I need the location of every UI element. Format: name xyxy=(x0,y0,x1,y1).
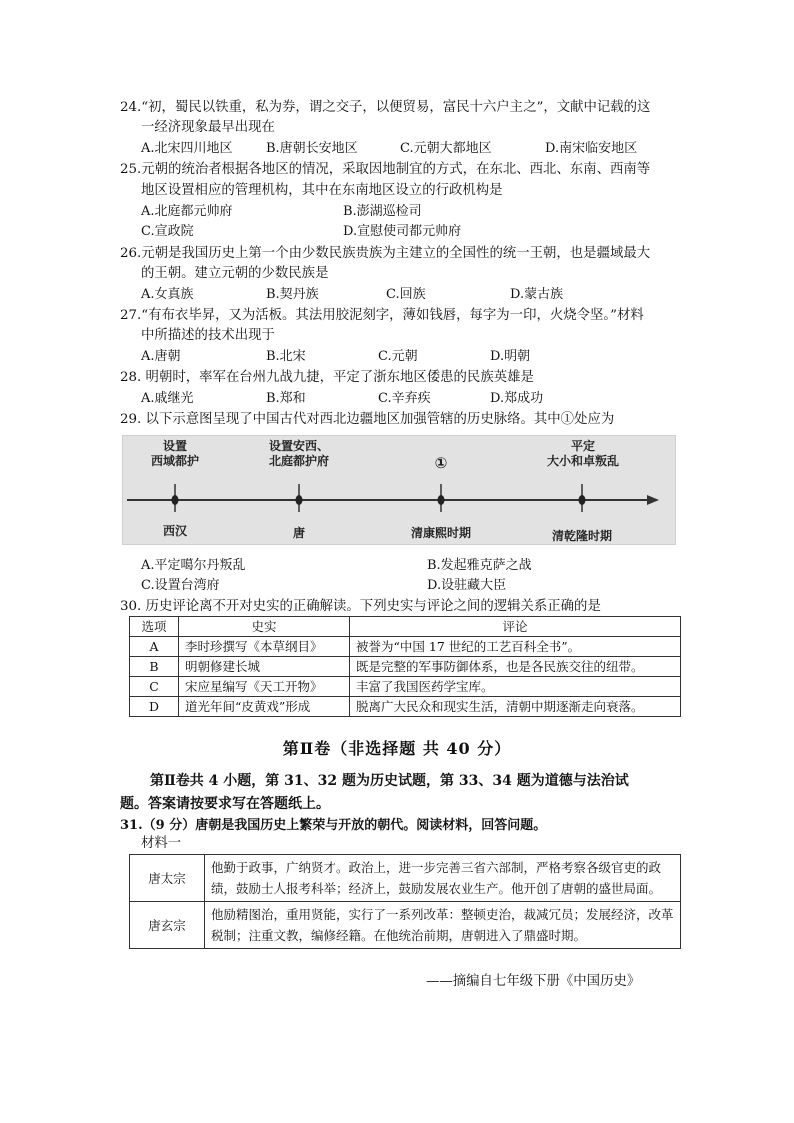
timeline-node-xihan xyxy=(172,495,179,505)
q27-option-c: C.元朝 xyxy=(378,349,418,364)
q26-stem-cont: 的王朝。建立元朝的少数民族是 xyxy=(141,266,329,281)
timeline-period-tang: 唐 xyxy=(292,526,305,540)
section-intro-cont: 题。答案请按要求写在答题纸上。 xyxy=(120,796,330,812)
q24-option-c: C.元朝大都地区 xyxy=(400,141,492,156)
table-row xyxy=(130,657,681,677)
q31-emperor-name: 唐玄宗 xyxy=(130,902,205,949)
q29-stem: 29. 以下示意图呈现了中国古代对西北边疆地区加强管辖的历史脉络。其中①处应为 xyxy=(120,412,615,427)
q30-header-comment: 评论 xyxy=(350,617,681,637)
q25-stem: 25.元朝的统治者根据各地区的情况，采取因地制宜的方式，在东北、西北、东南、西南等 xyxy=(120,162,651,177)
q28-option-d: D.郑成功 xyxy=(490,391,544,406)
table-row xyxy=(130,697,681,717)
q31-material-table xyxy=(129,854,681,949)
q28-option-c: C.辛弃疾 xyxy=(378,391,431,406)
q24-stem: 24.“初，蜀民以铁重，私为券，谓之交子，以便贸易，富民十六户主之”，文献中记载的这 xyxy=(120,100,651,115)
q25-option-c: C.宣政院 xyxy=(141,224,194,239)
q24-option-b: B.唐朝长安地区 xyxy=(266,141,358,156)
table-row xyxy=(130,637,681,657)
timeline-node-kangxi xyxy=(438,495,445,505)
q28-option-b: B.郑和 xyxy=(266,391,306,406)
section-title: 第Ⅱ卷（非选择题 共 40 分） xyxy=(282,739,512,758)
q26-stem: 26.元朝是我国历史上第一个由少数民族贵族为主建立的全国性的统一王朝，也是疆域最大 xyxy=(120,246,651,261)
q29-option-b: B.发起雅克萨之战 xyxy=(427,558,532,573)
timeline-node-tang xyxy=(296,495,303,505)
q30-header-fact: 史实 xyxy=(179,617,350,637)
q30-cell-fact: 明朝修建长城 xyxy=(179,657,350,677)
q25-stem-cont: 地区设置相应的管理机构，其中在东南地区设立的行政机构是 xyxy=(141,183,503,198)
q28-option-a: A.戚继光 xyxy=(141,391,194,406)
q24-option-d: D.南宋临安地区 xyxy=(545,141,638,156)
q30-cell-fact: 李时珍撰写《本草纲目》 xyxy=(179,637,350,657)
q27-stem-cont: 中所描述的技术出现于 xyxy=(141,328,275,343)
q30-table xyxy=(129,616,681,717)
timeline-label-xihan-event: 设置 西域都护 xyxy=(150,439,199,468)
q30-cell-comment: 丰富了我国医药学宝库。 xyxy=(350,677,681,697)
q31-emperor-name: 唐太宗 xyxy=(130,855,205,902)
timeline-figure xyxy=(122,435,676,545)
q26-option-c: C.回族 xyxy=(386,287,426,302)
q25-option-b: B.澎湖巡检司 xyxy=(343,204,422,219)
q26-option-d: D.蒙古族 xyxy=(510,287,564,302)
timeline-label-blank: ① xyxy=(434,454,448,472)
timeline-period-xihan: 西汉 xyxy=(162,524,187,538)
q30-cell-comment: 脱离广大民众和现实生活，清朝中期逐渐走向衰落。 xyxy=(350,697,681,717)
q27-option-a: A.唐朝 xyxy=(141,349,181,364)
q27-option-d: D.明朝 xyxy=(490,349,531,364)
q26-option-b: B.契丹族 xyxy=(266,287,319,302)
q30-cell-option: D xyxy=(130,697,179,717)
q31-source: ——摘编自七年级下册《中国历史》 xyxy=(426,974,641,989)
table-row xyxy=(130,855,681,902)
q29-option-d: D.设驻藏大臣 xyxy=(427,578,507,593)
q24-option-a: A.北宋四川地区 xyxy=(141,141,233,156)
timeline-arrow-icon xyxy=(647,495,659,505)
q25-option-a: A.北庭都元帅府 xyxy=(141,204,233,219)
q30-cell-option: A xyxy=(130,637,179,657)
timeline-period-qianlong: 清乾隆时期 xyxy=(551,529,612,543)
section-intro: 第Ⅱ卷共 4 小题，第 31、32 题为历史试题，第 33、34 题为道德与法治试 xyxy=(150,773,629,789)
q29-option-a: A.平定噶尔丹叛乱 xyxy=(141,558,246,573)
q29-option-c: C.设置台湾府 xyxy=(141,578,220,593)
timeline-node-qianlong xyxy=(579,495,586,505)
q30-header-option: 选项 xyxy=(130,617,179,637)
q31-emperor-desc: 他励精图治，重用贤能，实行了一系列改革：整顿吏治，裁减冗员；发展经济，改革税制；注重文教，编修经籍。在他统治前期，唐朝进入了鼎盛时期。 xyxy=(205,902,681,949)
q24-stem-cont: 一经济现象最早出现在 xyxy=(141,120,275,135)
q25-option-d: D.宣慰使司都元帅府 xyxy=(343,224,462,239)
q30-stem: 30. 历史评论离不开对史实的正确解读。下列史实与评论之间的逻辑关系正确的是 xyxy=(120,599,601,614)
timeline-label-tang-event: 设置安西、 北庭都护府 xyxy=(268,439,329,468)
q30-cell-option: C xyxy=(130,677,179,697)
timeline-period-kangxi: 清康熙时期 xyxy=(410,526,471,540)
table-row xyxy=(130,902,681,949)
q30-cell-comment: 既是完整的军事防御体系，也是各民族交往的纽带。 xyxy=(350,657,681,677)
q31-material-label: 材料一 xyxy=(141,836,182,851)
q27-option-b: B.北宋 xyxy=(266,349,306,364)
q28-stem: 28. 明朝时，率军在台州九战九捷，平定了浙东地区倭患的民族英雄是 xyxy=(120,370,534,385)
q30-cell-comment: 被誉为“中国 17 世纪的工艺百科全书”。 xyxy=(350,637,681,657)
q30-cell-fact: 宋应星编写《天工开物》 xyxy=(179,677,350,697)
q30-table-header xyxy=(130,617,681,637)
table-row xyxy=(130,677,681,697)
q31-stem: 31.（9 分）唐朝是我国历史上繁荣与开放的朝代。阅读材料，回答问题。 xyxy=(120,818,547,833)
q30-cell-option: B xyxy=(130,657,179,677)
q27-stem: 27.“有布衣毕昇，又为活板。其法用胶泥刻字，薄如钱唇，每字为一印，火烧令坚。”材料 xyxy=(120,308,644,323)
q30-cell-fact: 道光年间“皮黄戏”形成 xyxy=(179,697,350,717)
q31-emperor-desc: 他勤于政事，广纳贤才。政治上，进一步完善三省六部制，严格考察各级官吏的政绩，鼓励士人报考科举；经济上，鼓励发展农业生产。他开创了唐朝的盛世局面。 xyxy=(205,855,681,902)
q26-option-a: A.女真族 xyxy=(141,287,194,302)
timeline-label-qianlong-event: 平定 大小和卓叛乱 xyxy=(546,439,619,468)
